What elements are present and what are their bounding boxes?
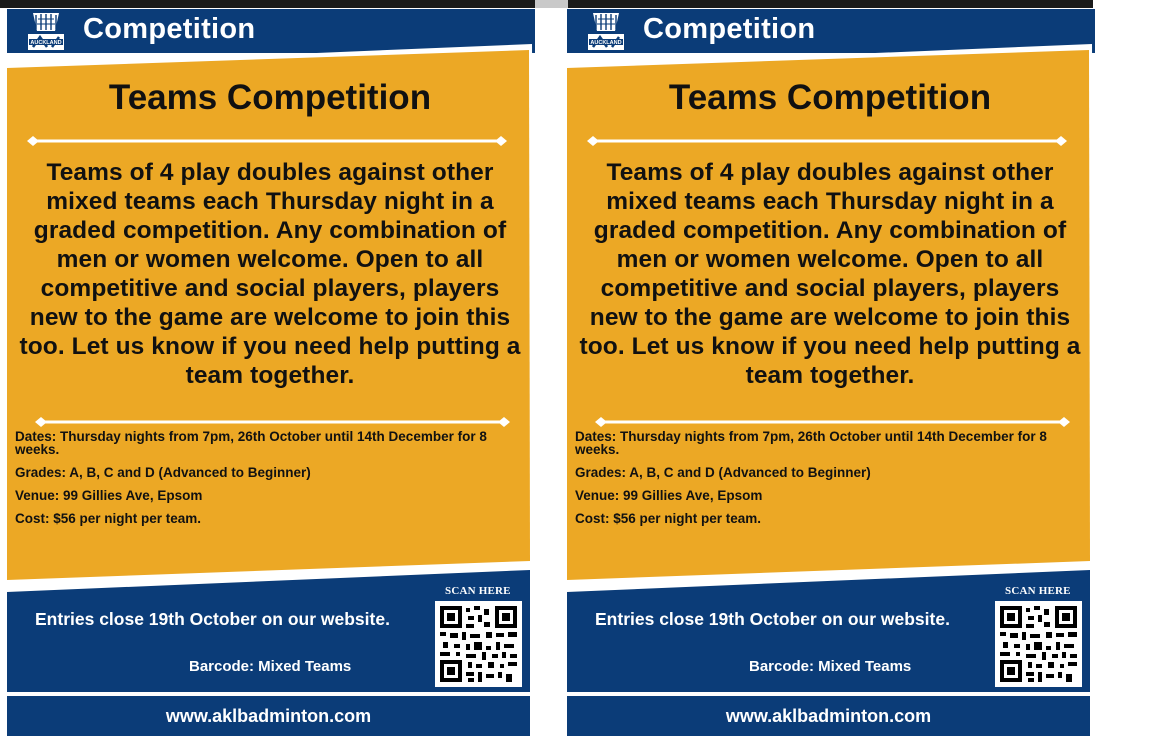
top-bar-gap <box>535 0 568 8</box>
description: Teams of 4 play doubles against other mixed teams each Thursday night in a graded competition. Any combination of men or women welcome. Open to all competitive and social players, players new to the game are welcome to join this too. Let us know if you need help putting a team together. <box>579 159 1081 389</box>
grades-text: Grades: A, B, C and D (Advanced to Beginner) <box>575 465 871 480</box>
description: Teams of 4 play doubles against other mixed teams each Thursday night in a graded competition. Any combination of men or women welcome. Open to all competitive and social players, players new to the game are welcome to join this too. Let us know if you need help putting a team together. <box>19 159 521 389</box>
scan-here-label: SCAN HERE <box>445 585 511 597</box>
logo-text: AUCKLAND <box>30 40 62 46</box>
cost-text: Cost: $56 per night per team. <box>575 511 762 526</box>
dates-text: Dates: Thursday nights from 7pm, 26th October until 14th December for 8 weeks. <box>575 429 1047 457</box>
qr-code-icon[interactable] <box>995 601 1082 687</box>
flyer-right <box>565 0 1095 739</box>
grades-text: Grades: A, B, C and D (Advanced to Beginner) <box>15 465 311 480</box>
divider-top <box>27 134 507 148</box>
header-title: Competition <box>643 13 816 45</box>
divider-bottom <box>35 415 510 429</box>
header-title: Competition <box>83 13 256 45</box>
footer-band <box>567 696 1090 736</box>
details <box>575 430 1075 525</box>
venue-text: Venue: 99 Gillies Ave, Epsom <box>15 488 203 503</box>
divider-bottom <box>595 415 1070 429</box>
heading: Teams Competition <box>108 78 432 117</box>
qr-code-icon[interactable] <box>435 601 522 687</box>
barcode-text: Barcode: Mixed Teams <box>189 658 352 675</box>
scan-here-label: SCAN HERE <box>1005 585 1071 597</box>
website-link[interactable]: www.aklbadminton.com <box>725 706 932 726</box>
dates-text: Dates: Thursday nights from 7pm, 26th October until 14th December for 8 weeks. <box>15 429 487 457</box>
cost-text: Cost: $56 per night per team. <box>15 511 202 526</box>
footer-band <box>7 696 530 736</box>
flyer-left <box>5 0 535 739</box>
website-link[interactable]: www.aklbadminton.com <box>165 706 372 726</box>
logo-text: AUCKLAND <box>590 40 622 46</box>
barcode-text: Barcode: Mixed Teams <box>749 658 912 675</box>
entries-text: Entries close 19th October on our website. <box>595 609 950 629</box>
heading: Teams Competition <box>668 78 992 117</box>
divider-top <box>587 134 1067 148</box>
entries-text: Entries close 19th October on our website. <box>35 609 390 629</box>
venue-text: Venue: 99 Gillies Ave, Epsom <box>575 488 763 503</box>
details <box>15 430 515 525</box>
